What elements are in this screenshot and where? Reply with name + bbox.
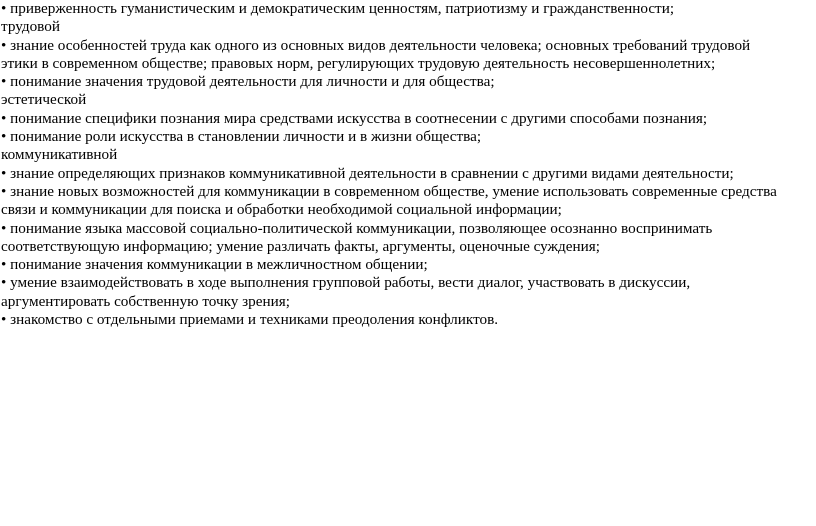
section-heading-communicative: коммуникативной bbox=[1, 146, 118, 164]
section-heading-aesthetic: эстетической bbox=[1, 91, 87, 109]
text-line: соответствующую информацию; умение различать факты, аргументы, оценочные суждения; bbox=[1, 237, 600, 255]
text-line: связи и коммуникации для поиска и обработки необходимой социальной информации; bbox=[1, 201, 562, 219]
text-line: • приверженность гуманистическим и демократическим ценностям, патриотизму и гражданственности; bbox=[1, 0, 675, 17]
document-text bbox=[1, 0, 813, 329]
text-line: • понимание языка массовой социально-политической коммуникации, позволяющее осознанно воспринимать bbox=[1, 219, 713, 237]
text-line: этики в современном обществе; правовых норм, регулирующих трудовую деятельность несовершеннолетних; bbox=[1, 54, 716, 72]
text-line: • понимание значения коммуникации в межличностном общении; bbox=[1, 256, 428, 274]
text-line: • знание определяющих признаков коммуникативной деятельности в сравнении с другими видами деятельности; bbox=[1, 164, 734, 182]
text-line: • понимание роли искусства в становлении личности и в жизни общества; bbox=[1, 128, 482, 146]
text-line: • знание особенностей труда как одного из основных видов деятельности человека; основных требований трудовой bbox=[1, 36, 751, 54]
text-line: аргументировать собственную точку зрения; bbox=[1, 292, 290, 310]
section-heading-labor: трудовой bbox=[1, 18, 60, 36]
text-line: • умение взаимодействовать в ходе выполнения групповой работы, вести диалог, участвовать в дискуссии, bbox=[1, 274, 691, 292]
text-line: • понимание специфики познания мира средствами искусства в соотнесении с другими способами познания; bbox=[1, 109, 708, 127]
text-line: • знание новых возможностей для коммуникации в современном обществе, умение использовать современные средства bbox=[1, 182, 777, 200]
text-line: • знакомство с отдельными приемами и техниками преодоления конфликтов. bbox=[1, 311, 499, 329]
text-line: • понимание значения трудовой деятельности для личности и для общества; bbox=[1, 73, 495, 91]
